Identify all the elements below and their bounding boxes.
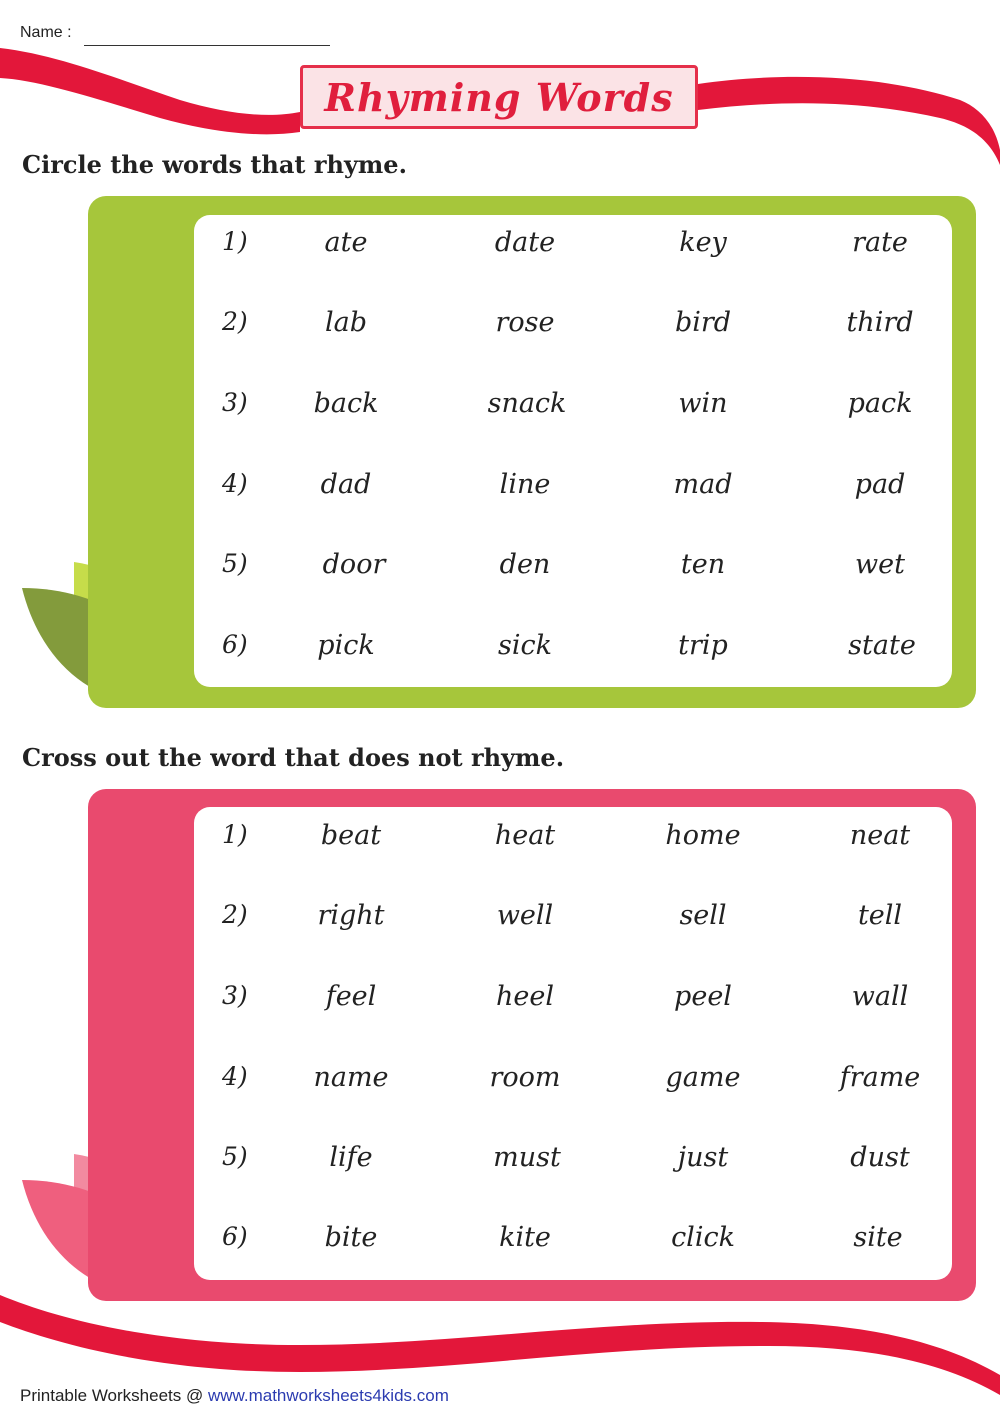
exercise-row: [194, 820, 952, 860]
exercise-row: [194, 227, 952, 267]
word[interactable]: beat: [320, 820, 382, 851]
row-number: 1): [222, 227, 248, 256]
exercise-row: [194, 388, 952, 428]
word[interactable]: ten: [680, 549, 726, 580]
row-number: 6): [222, 630, 248, 659]
word[interactable]: wall: [851, 981, 909, 1012]
name-label: Name :: [20, 24, 72, 41]
name-input-line[interactable]: [84, 45, 330, 46]
word[interactable]: rose: [495, 307, 555, 338]
word[interactable]: line: [499, 469, 551, 500]
word[interactable]: must: [493, 1142, 561, 1173]
section1-card: [194, 215, 952, 687]
word[interactable]: dust: [850, 1142, 910, 1173]
word[interactable]: snack: [487, 388, 567, 419]
exercise-row: [194, 307, 952, 347]
row-number: 1): [222, 820, 248, 849]
word[interactable]: sell: [679, 900, 727, 931]
exercise-row: [194, 1142, 952, 1182]
word[interactable]: game: [665, 1062, 741, 1093]
word[interactable]: rate: [852, 227, 908, 258]
word[interactable]: tell: [857, 900, 903, 931]
row-number: 3): [222, 981, 248, 1010]
row-number: 5): [222, 549, 248, 578]
row-number: 2): [222, 307, 248, 336]
word[interactable]: lab: [324, 307, 368, 338]
exercise-row: [194, 981, 952, 1021]
word[interactable]: site: [853, 1222, 903, 1253]
word[interactable]: click: [671, 1222, 735, 1253]
word[interactable]: home: [665, 820, 741, 851]
word[interactable]: wet: [855, 549, 905, 580]
word[interactable]: door: [322, 549, 386, 580]
word[interactable]: heat: [494, 820, 556, 851]
word[interactable]: just: [677, 1142, 729, 1173]
exercise-row: [194, 630, 952, 670]
exercise-row: [194, 1222, 952, 1262]
footer: [20, 1386, 449, 1406]
word[interactable]: feel: [325, 981, 377, 1012]
word[interactable]: life: [329, 1142, 373, 1173]
word[interactable]: state: [848, 630, 916, 661]
row-number: 4): [222, 1062, 248, 1091]
word[interactable]: date: [494, 227, 556, 258]
section2-heading: Cross out the word that does not rhyme.: [22, 743, 565, 772]
word[interactable]: bird: [674, 307, 732, 338]
word[interactable]: third: [846, 307, 914, 338]
row-number: 2): [222, 900, 248, 929]
footer-prefix: Printable Worksheets @: [20, 1386, 208, 1405]
word[interactable]: heel: [496, 981, 554, 1012]
word[interactable]: ate: [324, 227, 368, 258]
exercise-row: [194, 1062, 952, 1102]
word[interactable]: back: [313, 388, 379, 419]
row-number: 5): [222, 1142, 248, 1171]
word[interactable]: pick: [317, 630, 375, 661]
word[interactable]: trip: [678, 630, 728, 661]
word[interactable]: well: [496, 900, 554, 931]
title-banner: [300, 65, 698, 129]
word[interactable]: dad: [320, 469, 372, 500]
page-title: Rhyming Words: [324, 74, 674, 120]
word[interactable]: right: [317, 900, 385, 931]
section1-heading: Circle the words that rhyme.: [22, 150, 407, 179]
row-number: 6): [222, 1222, 248, 1251]
footer-link[interactable]: www.mathworksheets4kids.com: [207, 1386, 449, 1405]
word[interactable]: bite: [324, 1222, 378, 1253]
exercise-row: [194, 549, 952, 589]
word[interactable]: frame: [839, 1062, 921, 1093]
row-number: 4): [222, 469, 248, 498]
exercise-row: [194, 469, 952, 509]
word[interactable]: pack: [847, 388, 913, 419]
word[interactable]: key: [679, 227, 727, 258]
word[interactable]: name: [313, 1062, 389, 1093]
word[interactable]: neat: [849, 820, 911, 851]
word[interactable]: kite: [499, 1222, 551, 1253]
word[interactable]: peel: [674, 981, 732, 1012]
word[interactable]: mad: [673, 469, 733, 500]
word[interactable]: pad: [854, 469, 906, 500]
section2-card: [194, 807, 952, 1280]
word[interactable]: win: [678, 388, 728, 419]
exercise-row: [194, 900, 952, 940]
row-number: 3): [222, 388, 248, 417]
word[interactable]: room: [489, 1062, 561, 1093]
word[interactable]: sick: [498, 630, 552, 661]
word[interactable]: den: [499, 549, 551, 580]
